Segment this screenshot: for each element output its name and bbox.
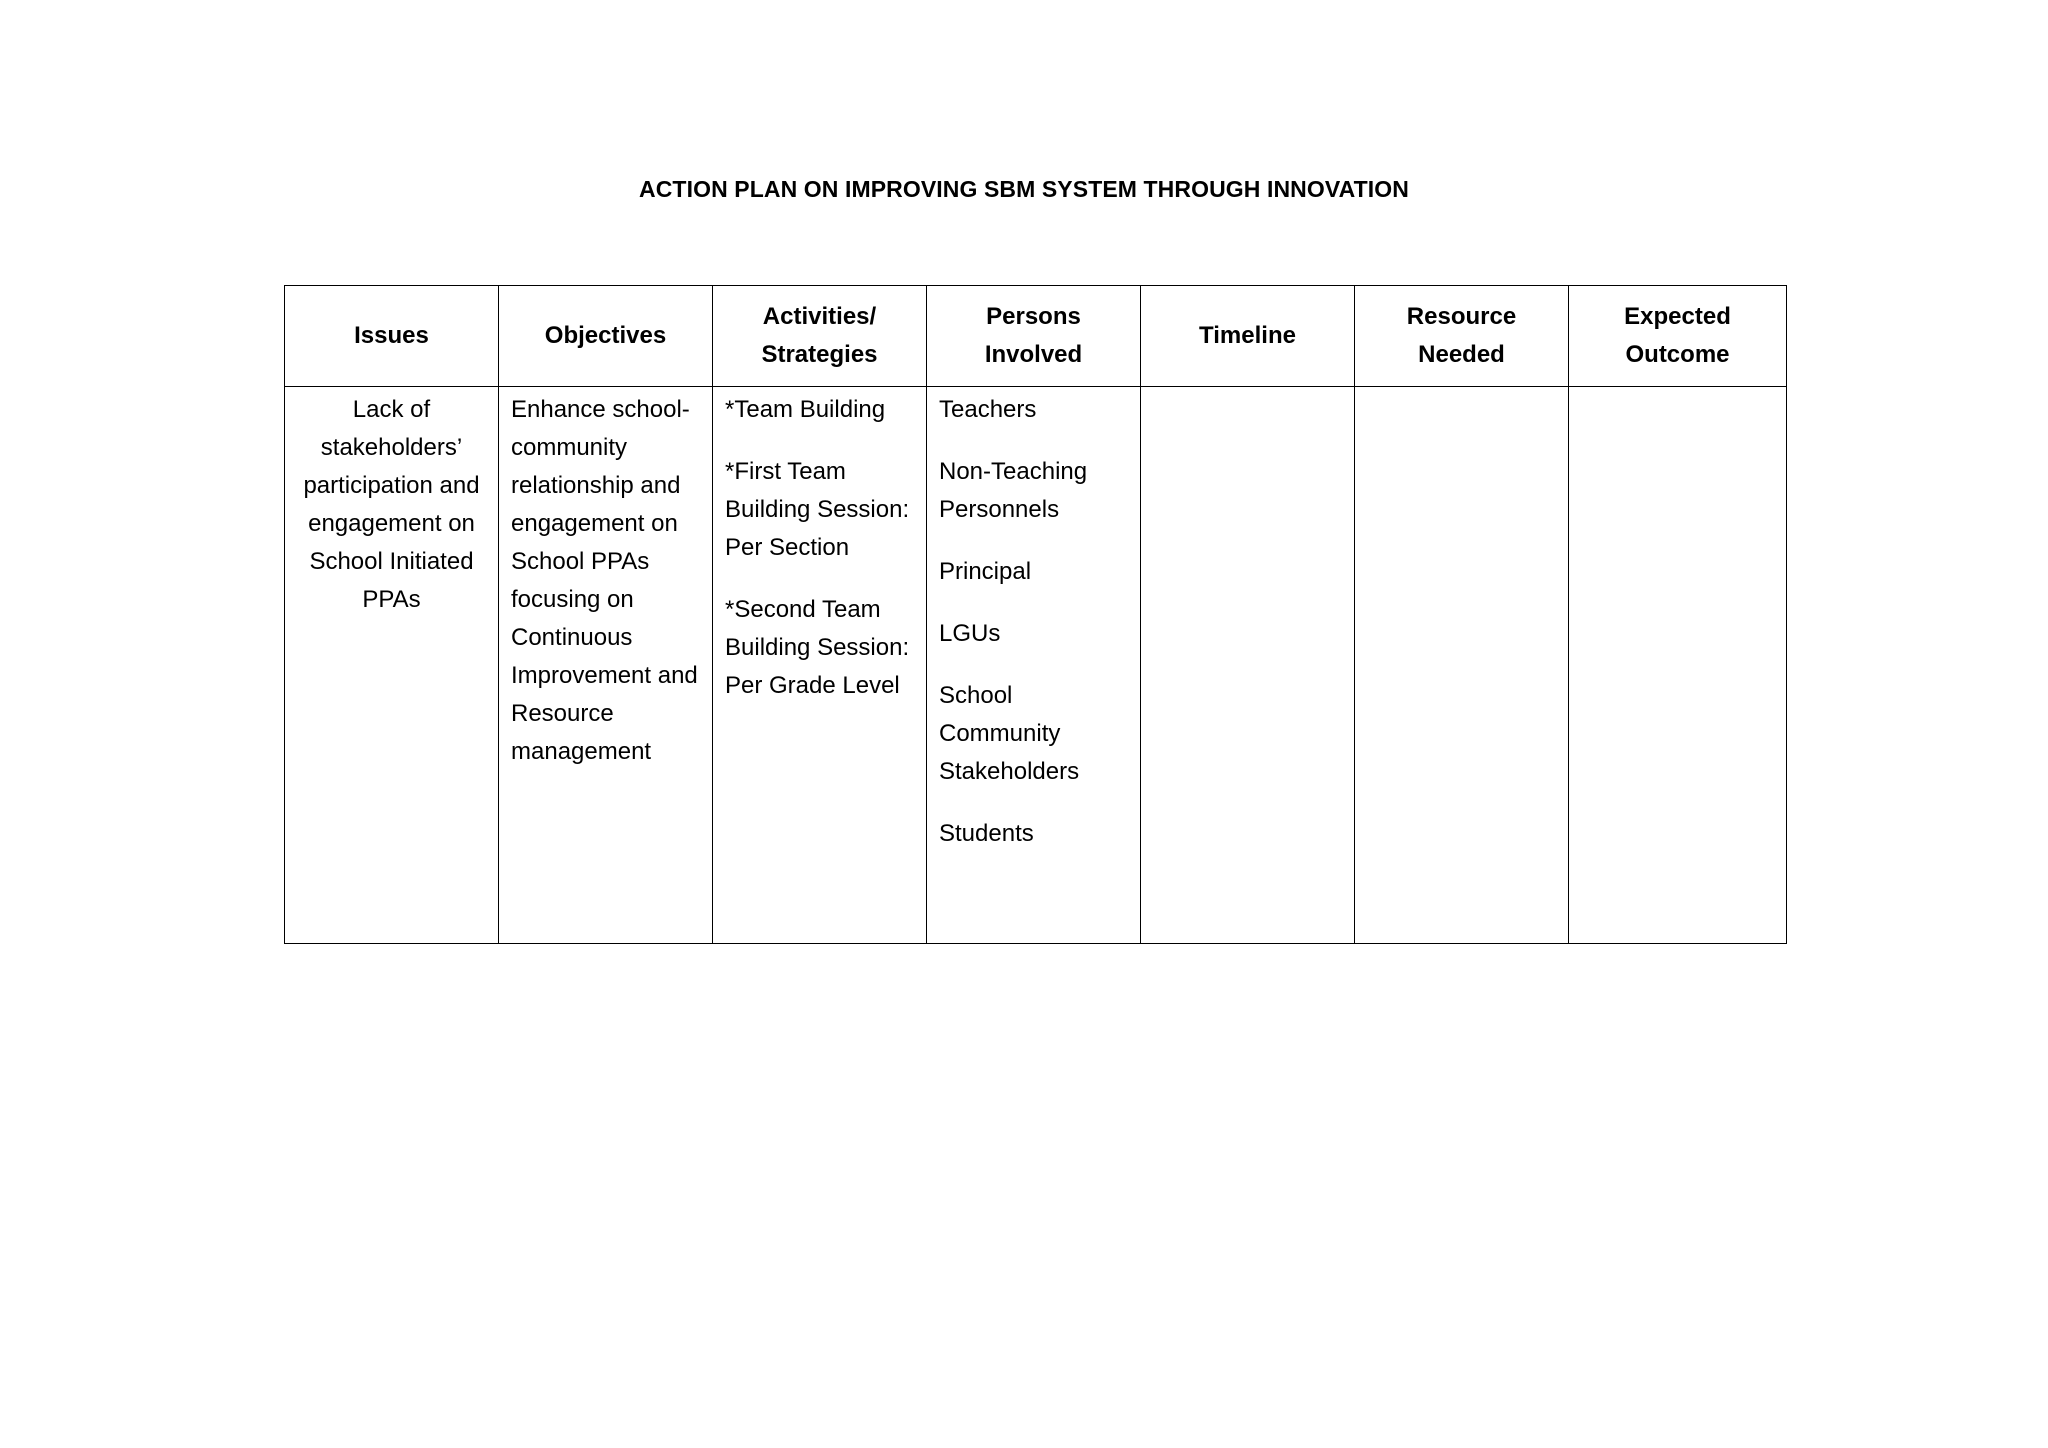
activity-item: *Second Team Building Session: Per Grade Level (725, 596, 910, 699)
cell-issues: Lack of stakeholders’ participation and engagement on School Initiated PPAs (285, 387, 499, 944)
person-item: Non-Teaching Personnels (939, 458, 1088, 523)
header-activities-strategies: Activities/ Strategies (713, 286, 927, 387)
person-item: School Community Stakeholders (939, 682, 1080, 785)
table-row (285, 387, 1787, 944)
header-objectives: Objectives (499, 286, 713, 387)
table-header-row (285, 286, 1787, 387)
header-timeline: Timeline (1141, 286, 1355, 387)
header-issues: Issues (285, 286, 499, 387)
activity-item: *Team Building (725, 396, 886, 423)
person-item: Principal (939, 558, 1032, 585)
action-plan-table (284, 285, 1787, 944)
cell-expected-outcome (1569, 387, 1787, 944)
header-resource-needed: Resource Needed (1355, 286, 1569, 387)
person-item: Teachers (939, 396, 1037, 423)
cell-persons-involved (927, 387, 1141, 944)
cell-resource-needed (1355, 387, 1569, 944)
cell-objectives: Enhance school-community relationship and engagement on School PPAs focusing on Continuous Improvement and Resource management (499, 387, 713, 944)
person-item: LGUs (939, 620, 1001, 647)
page-title: ACTION PLAN ON IMPROVING SBM SYSTEM THROUGH INNOVATION (639, 176, 1409, 202)
cell-timeline (1141, 387, 1355, 944)
header-expected-outcome: Expected Outcome (1569, 286, 1787, 387)
person-item: Students (939, 820, 1034, 847)
header-persons-involved: Persons Involved (927, 286, 1141, 387)
activity-item: *First Team Building Session: Per Section (725, 458, 910, 561)
cell-activities (713, 387, 927, 944)
